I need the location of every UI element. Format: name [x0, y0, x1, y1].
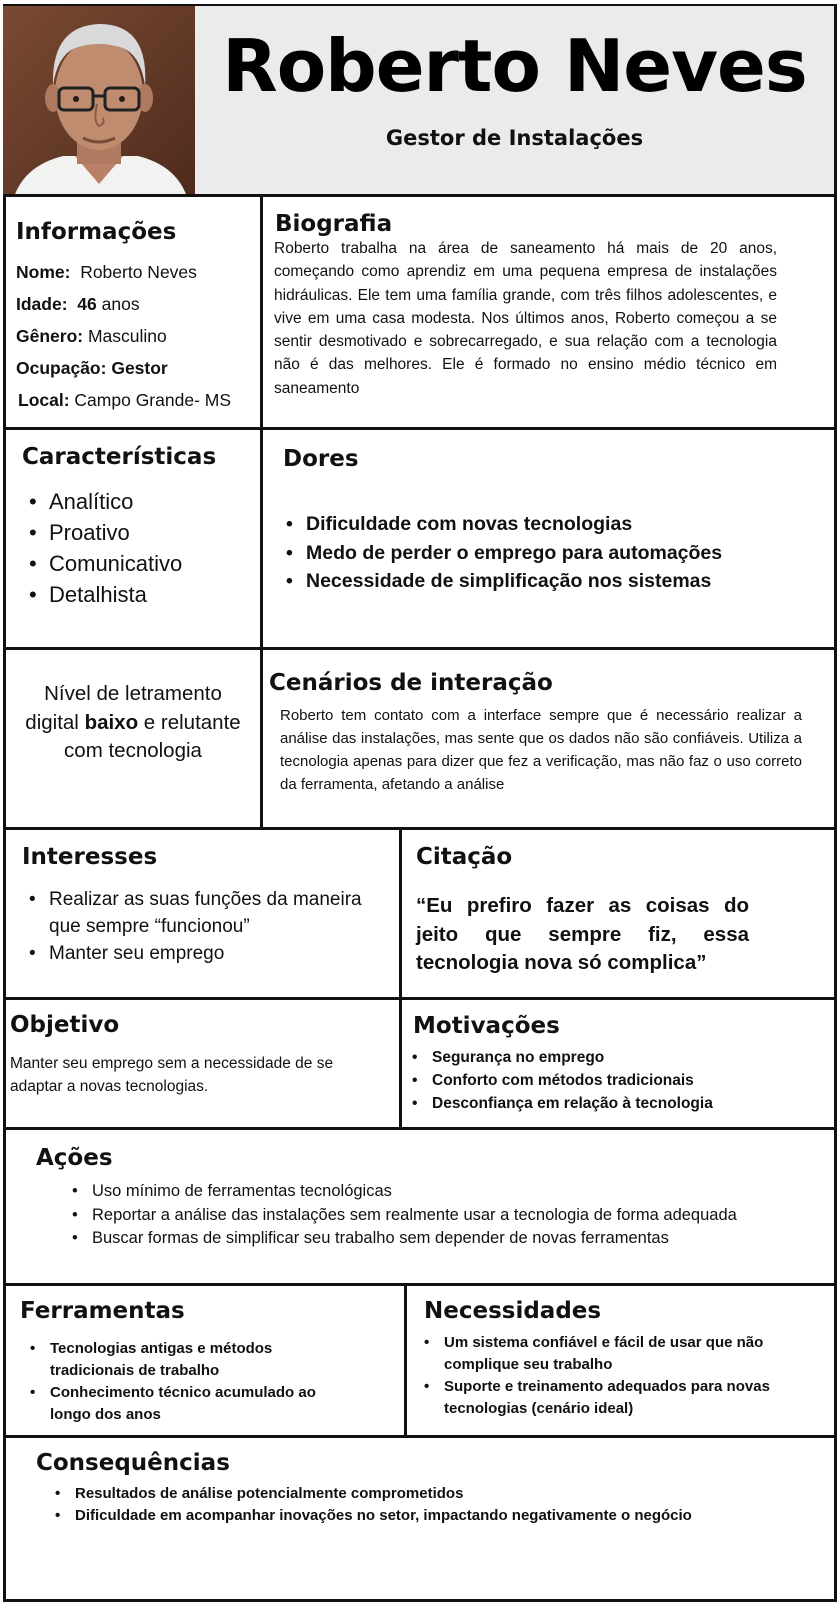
list-item: • Conhecimento técnico acumulado ao longo dos anos — [50, 1382, 340, 1426]
persona-role: Gestor de Instalações — [385, 126, 644, 150]
list-item: • Um sistema confiável e fácil de usar que não complique seu trabalho — [444, 1332, 774, 1376]
citacao-quote: “Eu prefiro fazer as coisas do jeito que sempre fiz, essa tecnologia nova só complica” — [416, 894, 749, 974]
interesses-card — [3, 827, 402, 1000]
list-item: • Comunicativo — [49, 548, 182, 579]
info-nome: Nome: Roberto Neves — [16, 262, 197, 282]
list-item: • Desconfiança em relação à tecnologia — [432, 1092, 713, 1115]
biografia-text: Roberto trabalha na área de saneamento há mais de 20 anos, começando como aprendiz em uma pequena empresa de instalações hidráulicas. Ele tem uma família grande, com três filhos adolescentes, e vive em uma casa modesta. Nos últimos anos, Roberto começou a se sentir desmotivado e sobrecarregado, e sua relação com a tecnologia não é das melhores. Ele é formado no ensino médio técnico em saneamento — [274, 240, 777, 397]
acoes-title: Ações — [36, 1145, 113, 1171]
list-item: • Dificuldade com novas tecnologias — [306, 510, 722, 539]
objetivo-card — [3, 997, 402, 1130]
ferramentas-card — [3, 1283, 407, 1438]
list-item: • Dificuldade em acompanhar inovações no setor, impactando negativamente o negócio — [75, 1505, 715, 1527]
dores-list — [306, 510, 722, 596]
motivacoes-card — [399, 997, 837, 1130]
biografia-title: Biografia — [275, 211, 393, 237]
ferramentas-title: Ferramentas — [20, 1298, 185, 1324]
necessidades-list — [444, 1332, 774, 1420]
info-idade: Idade: 46 anos — [16, 294, 140, 314]
citacao-title: Citação — [416, 844, 513, 870]
caracteristicas-title: Características — [22, 444, 217, 470]
cenarios-title: Cenários de interação — [269, 670, 553, 696]
caracteristicas-card — [3, 427, 263, 650]
list-item: • Suporte e treinamento adequados para novas tecnologias (cenário ideal) — [444, 1376, 774, 1420]
cenarios-card — [260, 647, 837, 830]
necessidades-card — [404, 1283, 837, 1438]
list-item: • Necessidade de simplificação nos sistemas — [306, 567, 722, 596]
consequencias-card — [3, 1435, 837, 1602]
consequencias-title: Consequências — [36, 1450, 230, 1476]
list-item: • Manter seu emprego — [49, 940, 379, 967]
persona-name: Roberto Neves — [222, 24, 807, 108]
list-item: • Tecnologias antigas e métodos tradicionais de trabalho — [50, 1338, 340, 1382]
list-item: • Resultados de análise potencialmente comprometidos — [75, 1483, 715, 1505]
motivacoes-title: Motivações — [413, 1013, 560, 1039]
list-item: • Conforto com métodos tradicionais — [432, 1069, 713, 1092]
dores-title: Dores — [283, 446, 359, 472]
objetivo-title: Objetivo — [10, 1012, 120, 1038]
letramento-card — [3, 647, 263, 830]
necessidades-title: Necessidades — [424, 1298, 602, 1324]
header-band — [195, 6, 834, 200]
citacao-card — [399, 827, 837, 1000]
cenarios-text: Roberto tem contato com a interface sempre que é necessário realizar a análise das instalações, mas sente que os dados não são confiáveis. Utiliza a tecnologia apenas para dizer que fez a verificação, mas não faz o uso correto da ferramenta, afetando a análise — [280, 707, 802, 793]
info-genero: Gênero: Masculino — [16, 326, 167, 346]
info-local: Local: Campo Grande- MS — [18, 390, 232, 410]
acoes-list — [92, 1180, 792, 1251]
list-item: • Medo de perder o emprego para automações — [306, 539, 722, 568]
list-item: • Uso mínimo de ferramentas tecnológicas — [92, 1180, 792, 1204]
interesses-list — [49, 886, 379, 967]
dores-card — [260, 427, 837, 650]
caracteristicas-list — [49, 486, 182, 610]
persona-photo — [3, 6, 195, 200]
list-item: • Reportar a análise das instalações sem realmente usar a tecnologia de forma adequada — [92, 1204, 792, 1228]
portrait-illustration — [3, 6, 195, 200]
consequencias-list — [75, 1483, 715, 1527]
list-item: • Proativo — [49, 517, 182, 548]
list-item: • Detalhista — [49, 579, 182, 610]
list-item: • Buscar formas de simplificar seu trabalho sem depender de novas ferramentas — [92, 1227, 792, 1251]
biografia-card — [260, 194, 837, 430]
list-item: • Segurança no emprego — [432, 1046, 713, 1069]
objetivo-text: Manter seu emprego sem a necessidade de se adaptar a novas tecnologias. — [10, 1055, 334, 1095]
ferramentas-list — [50, 1338, 340, 1426]
list-item: • Analítico — [49, 486, 182, 517]
informacoes-card — [3, 194, 263, 430]
info-ocupacao: Ocupação: Gestor — [16, 358, 168, 378]
informacoes-title: Informações — [16, 219, 177, 245]
letramento-text: Nível de letramento digital baixo e relutante com tecnologia — [25, 682, 241, 762]
interesses-title: Interesses — [22, 844, 158, 870]
acoes-card — [3, 1127, 837, 1286]
motivacoes-list — [432, 1046, 713, 1115]
list-item: • Realizar as suas funções da maneira que sempre “funcionou” — [49, 886, 379, 940]
